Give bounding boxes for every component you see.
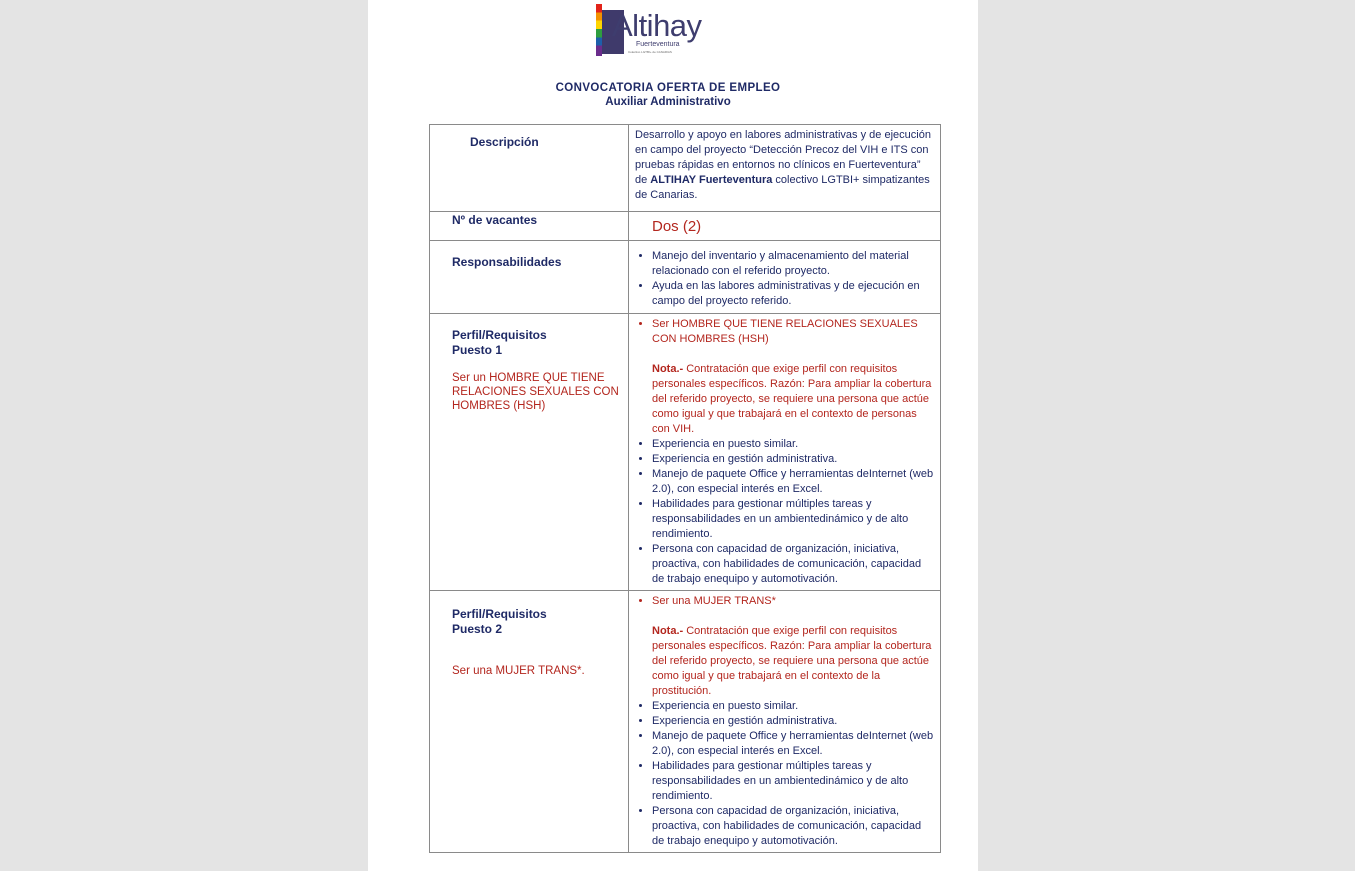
puesto2-list — [635, 594, 934, 849]
puesto1-label-line2: Puesto 1 — [452, 343, 503, 357]
label-vacantes: Nº de vacantes — [430, 212, 629, 241]
row-puesto-1 — [430, 314, 941, 591]
puesto1-label-line1: Perfil/Requisitos — [452, 328, 547, 342]
puesto2-label-line1: Perfil/Requisitos — [452, 607, 547, 621]
logo-name: Altihay — [612, 8, 702, 43]
list-item: • Habilidades para gestionar múltiples tareas y responsabilidades en un ambientedinámico y de alto rendimiento. — [652, 497, 934, 542]
list-item: • Experiencia en gestión administrativa. — [652, 452, 934, 467]
list-item: • Experiencia en puesto similar. — [652, 699, 934, 714]
puesto1-note — [652, 362, 934, 437]
puesto1-first-item: • Ser HOMBRE QUE TIENE RELACIONES SEXUALES CON HOMBRES (HSH) Nota.- Contratación que exige perfil con requisitos personales específicos. Razón: Para ampliar la cobertura del referido proyecto, se requiere una persona que actúe como igual y que trabajará en el contexto de personas con VIH. — [652, 317, 934, 437]
value-vacantes — [629, 212, 941, 241]
logo-tagline: Colectivo LGTBI+ de CANARIAS — [628, 50, 672, 54]
list-item: • Habilidades para gestionar múltiples tareas y responsabilidades en un ambientedinámico y de alto rendimiento. — [652, 759, 934, 804]
label-puesto-2 — [430, 591, 629, 853]
list-item: • Manejo de paquete Office y herramientas deInternet (web 2.0), con especial interés en Excel. — [652, 729, 934, 759]
puesto2-first-item: • Ser una MUJER TRANS* Nota.- Contratación que exige perfil con requisitos personales específicos. Razón: Para ampliar la cobertura del referido proyecto, se requiere una persona que actúe como igual y que trabajará en el contexto de la prostitución. — [652, 594, 934, 699]
descripcion-text: Desarrollo y apoyo en labores administrativas y de ejecución en campo del proyecto “Detección Precoz del VIH e ITS con pruebas rápidas en entornos no clínicos en Fuerteventura” de — [635, 129, 931, 186]
label-responsabilidades: Responsabilidades — [430, 241, 629, 314]
label-puesto-1 — [430, 314, 629, 591]
altihay-logo — [596, 4, 714, 58]
puesto2-note — [652, 624, 934, 699]
value-puesto-1 — [629, 314, 941, 591]
puesto2-requirement: Ser una MUJER TRANS*. — [452, 665, 585, 677]
row-puesto-2 — [430, 591, 941, 853]
list-item: • Persona con capacidad de organización, iniciativa, proactiva, con habilidades de comunicación, capacidad de trabajo enequipo y automotivación. — [652, 542, 934, 587]
value-descripcion — [629, 125, 941, 212]
list-item: • Manejo de paquete Office y herramientas deInternet (web 2.0), con especial interés en Excel. — [652, 467, 934, 497]
list-item: • Ayuda en las labores administrativas y de ejecución en campo del proyecto referido. — [652, 279, 934, 309]
puesto1-requirement: Ser un HOMBRE QUE TIENE RELACIONES SEXUALES CON HOMBRES (HSH) — [452, 372, 619, 412]
puesto1-list — [635, 317, 934, 587]
descripcion-org: ALTIHAY Fuerteventura — [650, 174, 773, 186]
responsabilidades-list — [635, 249, 934, 309]
logo-subtitle: Fuerteventura — [636, 41, 680, 48]
note-text: Contratación que exige perfil con requisitos personales específicos. Razón: Para ampliar la cobertura del referido proyecto, se requiere una persona que actúe como igual y que trabajará en el contexto de personas con VIH. — [652, 363, 932, 435]
row-vacantes — [430, 212, 941, 241]
row-responsabilidades — [430, 241, 941, 314]
document-title: CONVOCATORIA OFERTA DE EMPLEO — [555, 82, 781, 94]
list-item: • Experiencia en puesto similar. — [652, 437, 934, 452]
note-label: Nota.- — [652, 363, 684, 375]
note-label: Nota.- — [652, 625, 684, 637]
puesto2-label-line2: Puesto 2 — [452, 622, 503, 636]
list-item: • Experiencia en gestión administrativa. — [652, 714, 934, 729]
label-descripcion: Descripción — [430, 125, 629, 212]
document-page — [368, 0, 978, 871]
value-puesto-2 — [629, 591, 941, 853]
document-subtitle: Auxiliar Administrativo — [605, 96, 731, 108]
job-offer-table — [429, 124, 941, 853]
vacantes-count: Dos (2) — [652, 218, 702, 235]
list-item: • Manejo del inventario y almacenamiento del material relacionado con el referido proyecto. — [652, 249, 934, 279]
note-text: Contratación que exige perfil con requisitos personales específicos. Razón: Para ampliar la cobertura del referido proyecto, se requiere una persona que actúe como igual y que trabajará en el contexto de la prostitución. — [652, 625, 932, 697]
descripcion-text-end: colectivo LGTBI+ simpatizantes de Canarias. — [635, 174, 930, 201]
row-descripcion — [430, 125, 941, 212]
list-item: • Persona con capacidad de organización, iniciativa, proactiva, con habilidades de comunicación, capacidad de trabajo enequipo y automotivación. — [652, 804, 934, 849]
value-responsabilidades — [629, 241, 941, 314]
